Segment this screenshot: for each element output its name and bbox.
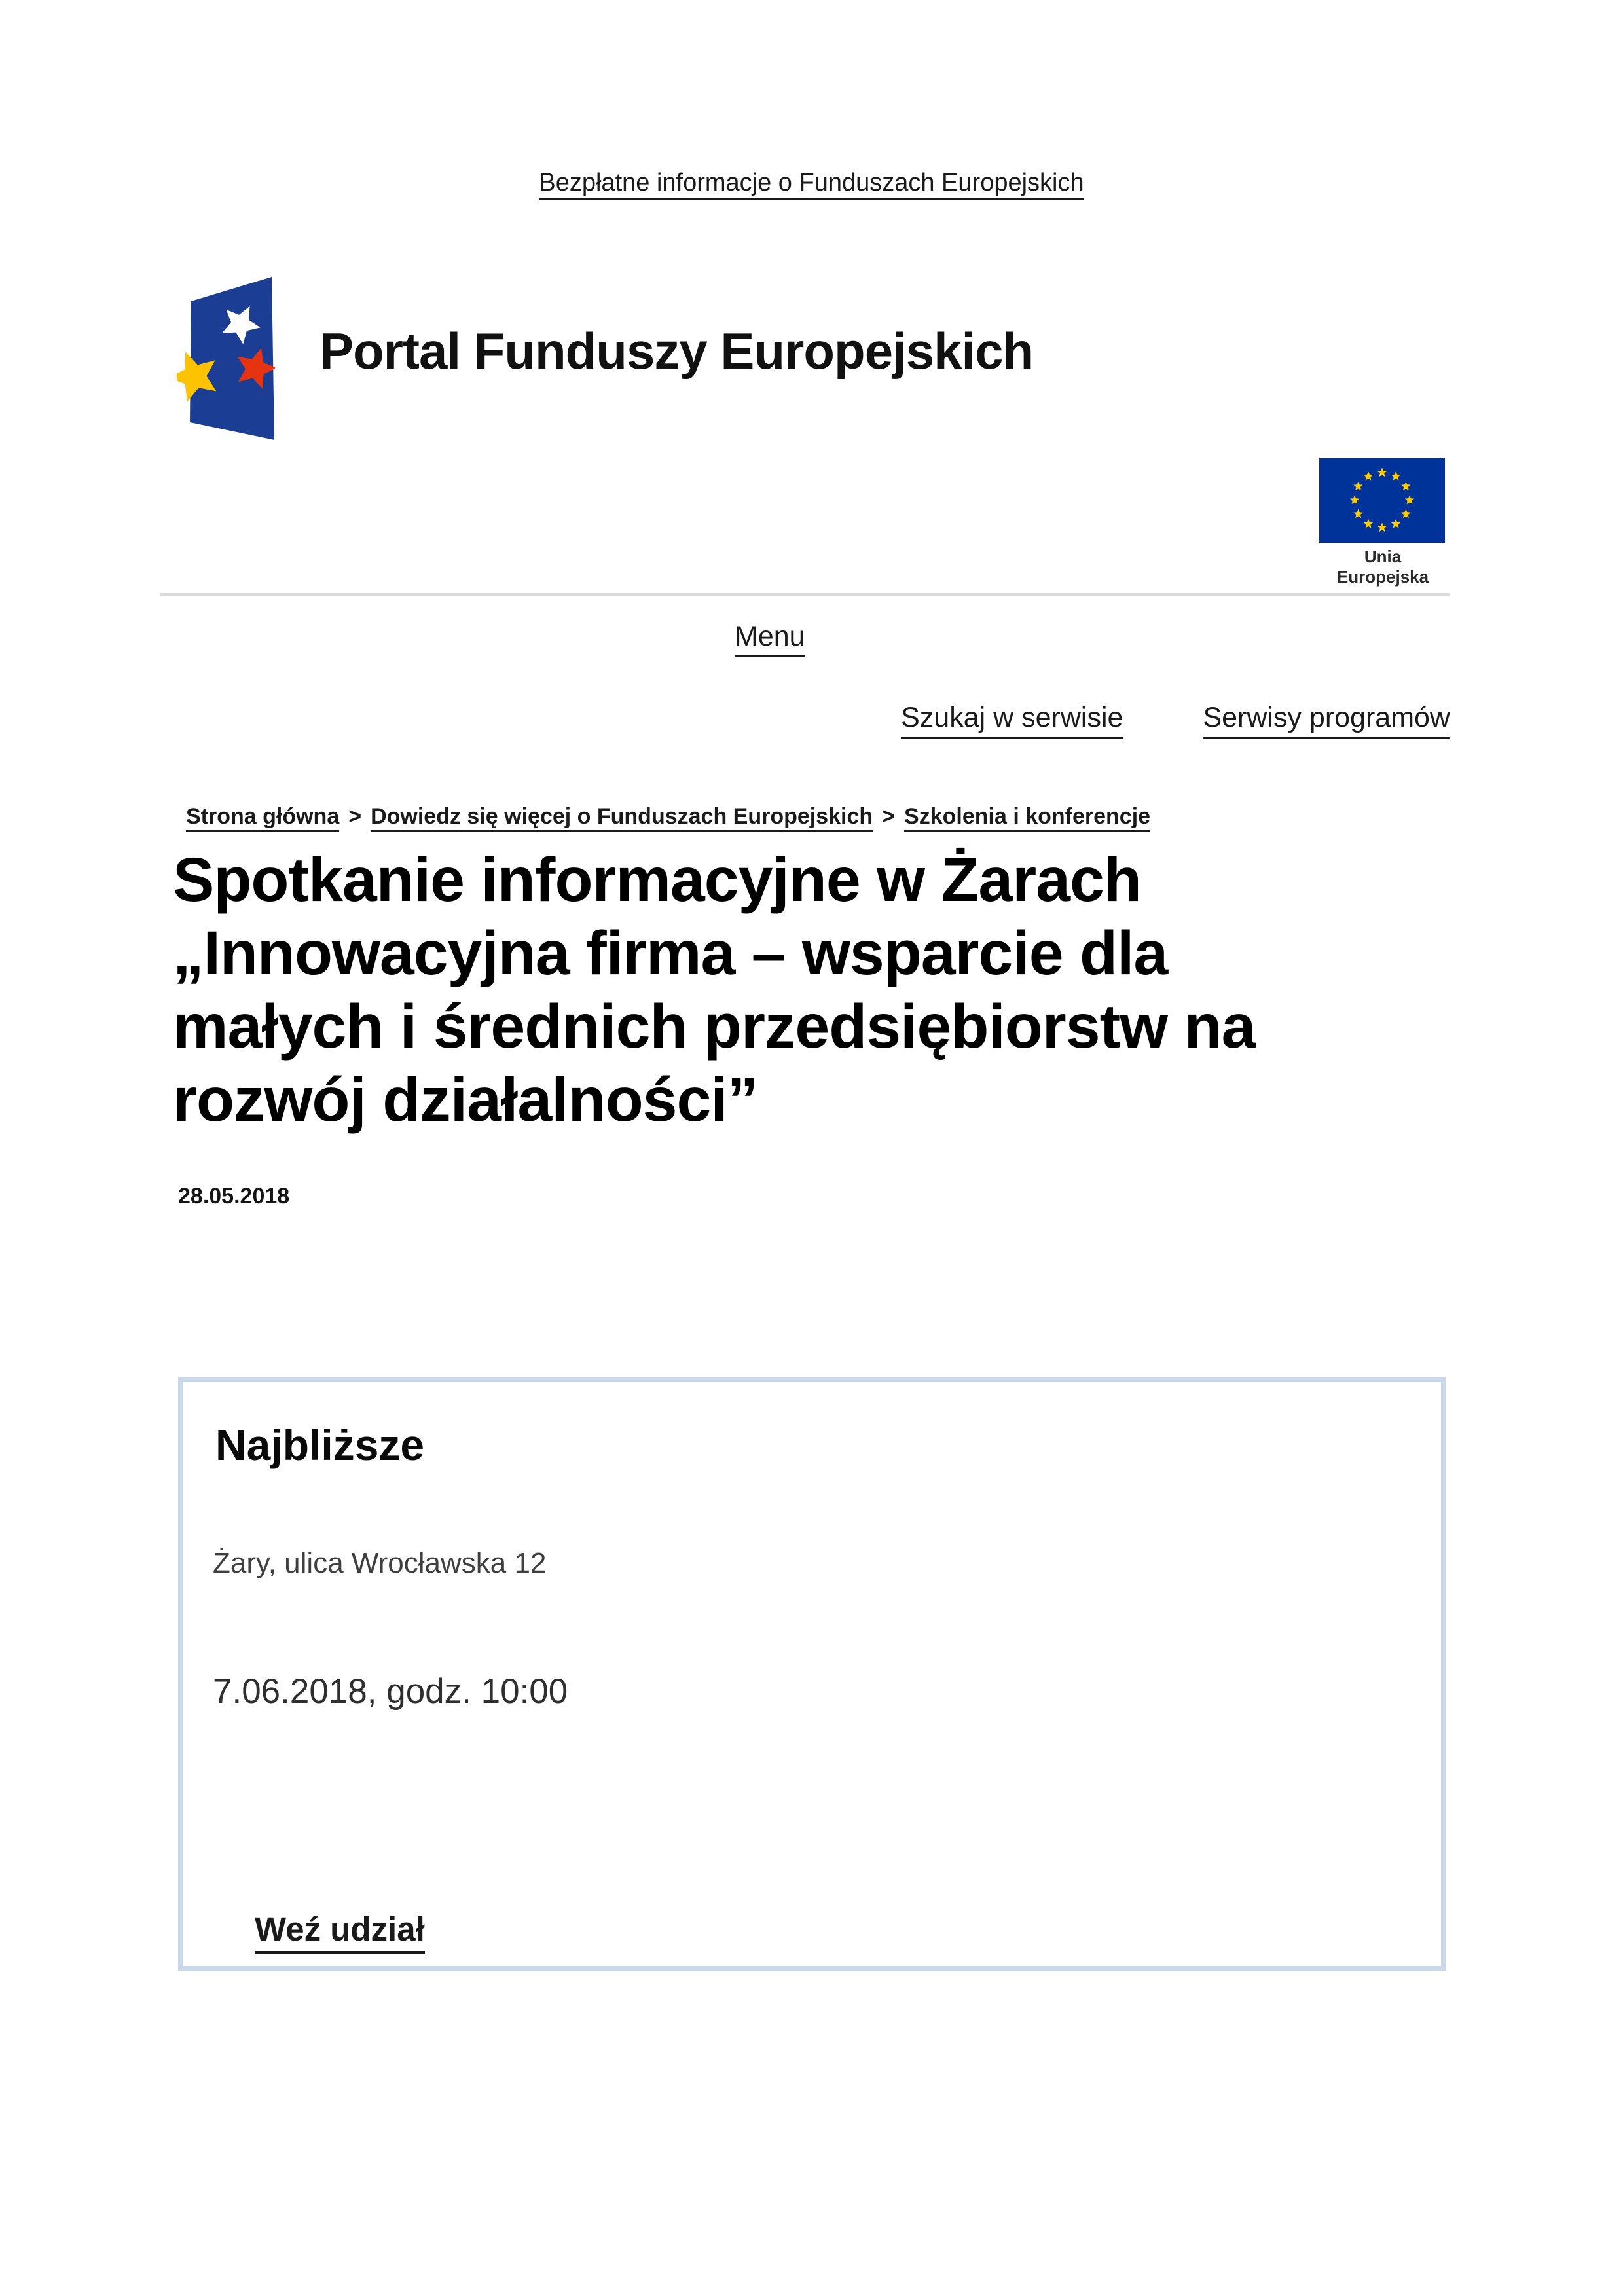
take-part-link[interactable]: Weź udział — [255, 1910, 425, 1954]
site-logo[interactable] — [177, 277, 1033, 441]
program-services-link[interactable]: Serwisy programów — [1203, 702, 1450, 739]
page-title-line: „Innowacyjna firma – wsparcie dla — [173, 919, 1168, 988]
upcoming-event-box — [178, 1377, 1446, 1971]
breadcrumb-learn-more-link[interactable]: Dowiedz się więcej o Funduszach Europejskich — [371, 804, 873, 832]
eu-emblem-caption: Unia Europejska — [1336, 547, 1429, 587]
site-logo-title: Portal Funduszy Europejskich — [319, 321, 1034, 380]
breadcrumb-separator: > — [348, 804, 362, 829]
page-title — [173, 843, 1456, 1137]
menu-link[interactable]: Menu — [735, 621, 805, 657]
page-title-line: Spotkanie informacyjne w Żarach — [173, 845, 1141, 915]
page-title-line: rozwój działalności” — [173, 1065, 758, 1135]
breadcrumb — [186, 804, 1150, 829]
page-title-line: małych i średnich przedsiębiorstw na — [173, 992, 1256, 1061]
event-datetime: 7.06.2018, godz. 10:00 — [213, 1672, 568, 1711]
top-banner — [0, 169, 1623, 197]
breadcrumb-separator: > — [882, 804, 896, 829]
header-divider — [160, 593, 1450, 596]
event-box-heading: Najbliższe — [215, 1421, 425, 1469]
secondary-nav — [901, 702, 1450, 739]
menu-area — [735, 621, 805, 653]
site-search-link[interactable]: Szukaj w serwisie — [901, 702, 1123, 739]
breadcrumb-home-link[interactable]: Strona główna — [186, 804, 339, 832]
european-funds-flag-icon — [177, 277, 275, 441]
event-location: Żary, ulica Wrocławska 12 — [213, 1547, 547, 1579]
event-cta-area — [255, 1910, 425, 1948]
eu-emblem — [1319, 458, 1446, 587]
breadcrumb-trainings-link[interactable]: Szkolenia i konferencje — [904, 804, 1150, 832]
publication-date: 28.05.2018 — [178, 1184, 290, 1209]
free-info-link[interactable]: Bezpłatne informacje o Funduszach Europejskich — [539, 169, 1084, 200]
eu-flag-icon — [1319, 458, 1445, 543]
